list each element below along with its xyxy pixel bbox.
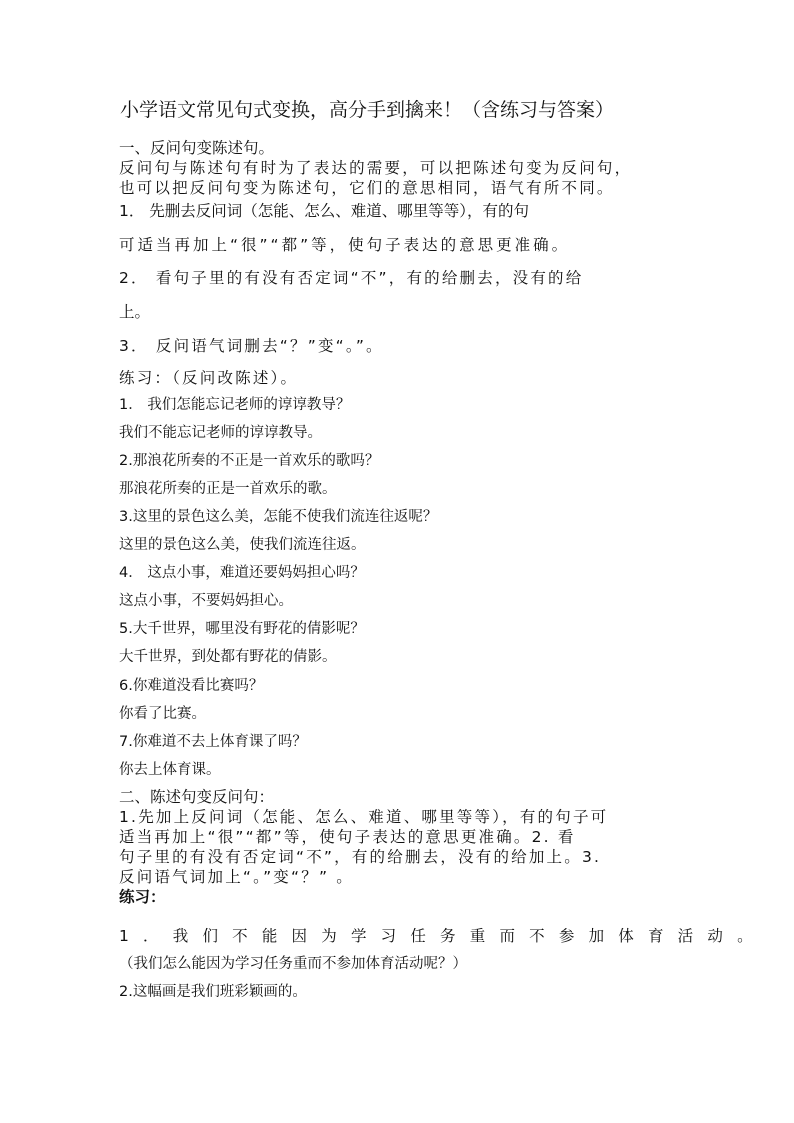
- rule-three-text: 3． 反问语气词删去“？”变“。”。: [119, 337, 384, 355]
- practice-item-4: [119, 563, 679, 583]
- practice-two-question-2: 2.这幅画是我们班彩颖画的。: [119, 984, 307, 1000]
- practice-question: 3.这里的景色这么美，怎能不使我们流连往返呢？: [119, 509, 438, 525]
- rule-three: [119, 336, 679, 356]
- practice-question: 5.大千世界，哪里没有野花的倩影呢？: [119, 621, 365, 637]
- practice-answer-2: [119, 479, 679, 499]
- practice-answer-5: [119, 647, 679, 667]
- practice-two-answer-1-block: [119, 954, 679, 974]
- section-one-intro-line-2: 也可以把反问句变为陈述句，它们的意思相同，语气有所不同。: [119, 179, 615, 197]
- section-one-intro-line-1: 反问句与陈述句有时为了表达的需要，可以把陈述句变为反问句，: [119, 159, 633, 177]
- section-two-heading: 二、陈述句变反问句：: [119, 788, 275, 806]
- practice-two-item-1: [119, 926, 767, 946]
- section-two-body-line-2: 适当再加上“很”“都”等，使句子表达的意思更准确。2. 看: [119, 828, 576, 846]
- practice-one-heading-block: [119, 368, 679, 388]
- section-two-body-line-3: 句子里的有没有否定词“不”，有的给删去，没有的给加上。3.: [119, 848, 602, 866]
- practice-answer: 那浪花所奏的正是一首欢乐的歌。: [119, 481, 337, 497]
- practice-answer-7: [119, 760, 679, 780]
- practice-answer-4: [119, 591, 679, 611]
- section-two-body-line-1: 1.先加上反问词（怎能、怎么、难道、哪里等等），有的句子可: [119, 808, 609, 826]
- practice-item-6: [119, 676, 679, 696]
- practice-answer: 你去上体育课。: [119, 762, 221, 778]
- practice-two-heading: 练习：: [119, 888, 166, 906]
- practice-two-question-1: 1．我们不能因为学习任务重而不参加体育活动。: [119, 927, 767, 945]
- rule-two-line-1: 2． 看句子里的有没有否定词“不”，有的给删去，没有的给: [119, 269, 584, 287]
- practice-answer: 你看了比赛。: [119, 706, 206, 722]
- practice-answer: 我们不能忘记老师的谆谆教导。: [119, 425, 322, 441]
- practice-item-1: [119, 395, 679, 415]
- practice-answer: 大千世界，到处都有野花的倩影。: [119, 649, 337, 665]
- practice-answer-3: [119, 535, 679, 555]
- rule-one-continued: [119, 235, 679, 255]
- practice-item-7: [119, 732, 679, 752]
- practice-answer-6: [119, 704, 679, 724]
- practice-question: 2.那浪花所奏的不正是一首欢乐的歌吗？: [119, 453, 380, 469]
- practice-answer: 这里的景色这么美，使我们流连往返。: [119, 537, 366, 553]
- practice-two-item-2: [119, 982, 679, 1002]
- section-one-heading: 一、反问句变陈述句。: [119, 139, 275, 157]
- practice-one-heading: 练习：（反问改陈述）。: [119, 369, 299, 387]
- practice-question: 4． 这点小事，难道还要妈妈担心吗？: [119, 565, 365, 581]
- practice-question: 7.你难道不去上体育课了吗？: [119, 734, 307, 750]
- section-one: [119, 138, 679, 221]
- practice-two-answer-1: （我们怎么能因为学习任务重而不参加体育活动呢？）: [119, 956, 467, 972]
- rule-two: [119, 268, 679, 288]
- practice-question: 1． 我们怎能忘记老师的谆谆教导？: [119, 397, 351, 413]
- practice-item-2: [119, 451, 679, 471]
- section-two-body-line-4: 反问语气词加上“。”变“？” 。: [119, 868, 354, 886]
- rule-one-line-2: 可适当再加上“很”“都”等，使句子表达的意思更准确。: [119, 236, 571, 254]
- rule-two-continued: [119, 302, 679, 322]
- rule-two-line-2: 上。: [119, 303, 151, 321]
- practice-question: 6.你难道没看比赛吗？: [119, 678, 264, 694]
- practice-answer: 这点小事，不要妈妈担心。: [119, 593, 293, 609]
- practice-answer-1: [119, 423, 679, 443]
- practice-item-3: [119, 507, 679, 527]
- page-title: 小学语文常见句式变换，高分手到擒来！（含练习与答案）: [120, 99, 615, 121]
- section-two: [119, 787, 679, 907]
- rule-one-line-1: 1． 先删去反问词（怎能、怎么、难道、哪里等等），有的句: [119, 202, 530, 220]
- practice-item-5: [119, 619, 679, 639]
